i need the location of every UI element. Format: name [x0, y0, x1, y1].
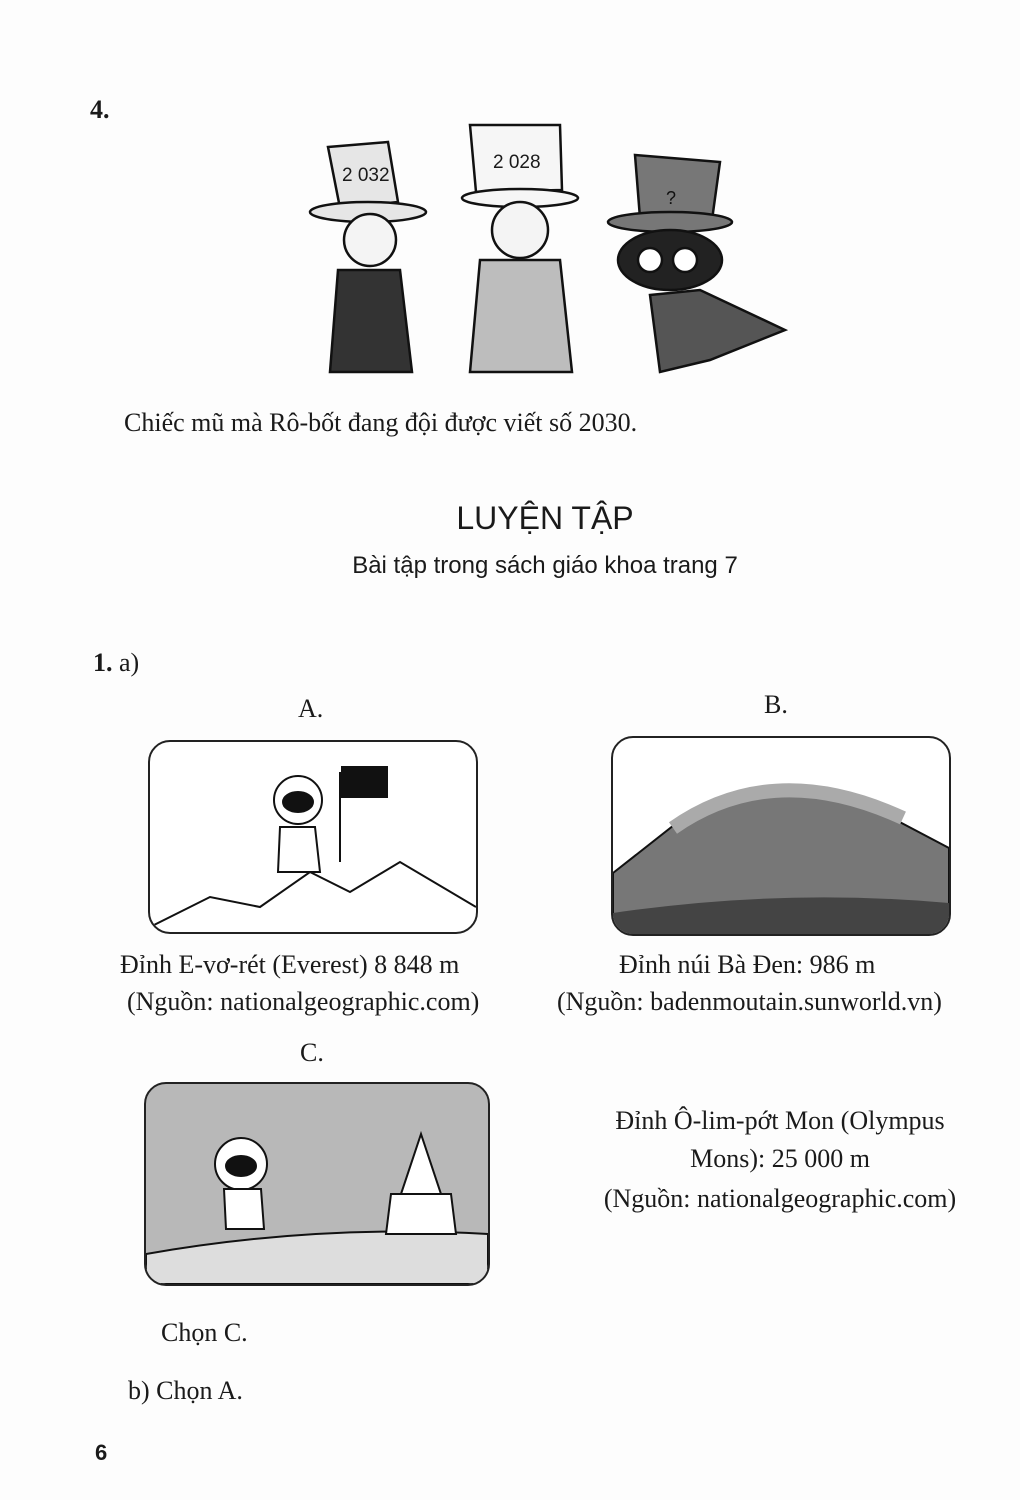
answer-b: b) Chọn A. [128, 1376, 243, 1405]
exercise-4-number: 4. [90, 95, 110, 124]
exercise-1-number: 1. [93, 648, 113, 677]
astronaut-on-moon-image [146, 1084, 488, 1284]
robot-on-mountain-image [150, 742, 476, 932]
exercise-1-heading [93, 648, 139, 678]
option-a-caption: Đỉnh E-vơ-rét (Everest) 8 848 m [120, 950, 460, 979]
answer-a: Chọn C. [161, 1318, 248, 1347]
practice-subtitle: Bài tập trong sách giáo khoa trang 7 [352, 552, 738, 579]
option-b-letter: B. [764, 690, 788, 719]
page-number: 6 [95, 1440, 108, 1465]
option-a-source: (Nguồn: nationalgeographic.com) [127, 987, 480, 1016]
part-a-label: a) [119, 648, 140, 677]
option-b-source: (Nguồn: badenmoutain.sunworld.vn) [557, 987, 942, 1016]
olympus-image [144, 1082, 490, 1286]
exercise-4-answer: Chiếc mũ mà Rô-bốt đang đội được viết số 2030. [124, 408, 638, 437]
mountain-image [613, 738, 949, 934]
hat-label-1: 2 032 [342, 165, 390, 186]
hats-illustration [300, 120, 800, 375]
option-c-letter: C. [300, 1038, 324, 1067]
option-a-letter: A. [298, 694, 324, 723]
hat-label-robot: ? [666, 188, 677, 208]
option-c-source: (Nguồn: nationalgeographic.com) [603, 1184, 957, 1213]
option-c-caption-line2: Mons): 25 000 m [690, 1144, 870, 1173]
characters-with-hats-image [300, 120, 800, 375]
option-c-caption-line1: Đỉnh Ô-lim-pớt Mon (Olympus [615, 1106, 945, 1135]
hat-label-2: 2 028 [493, 152, 541, 173]
ba-den-image [611, 736, 951, 936]
practice-title: LUYỆN TẬP [456, 500, 634, 536]
option-b-caption: Đỉnh núi Bà Đen: 986 m [619, 950, 876, 979]
everest-image [148, 740, 478, 934]
